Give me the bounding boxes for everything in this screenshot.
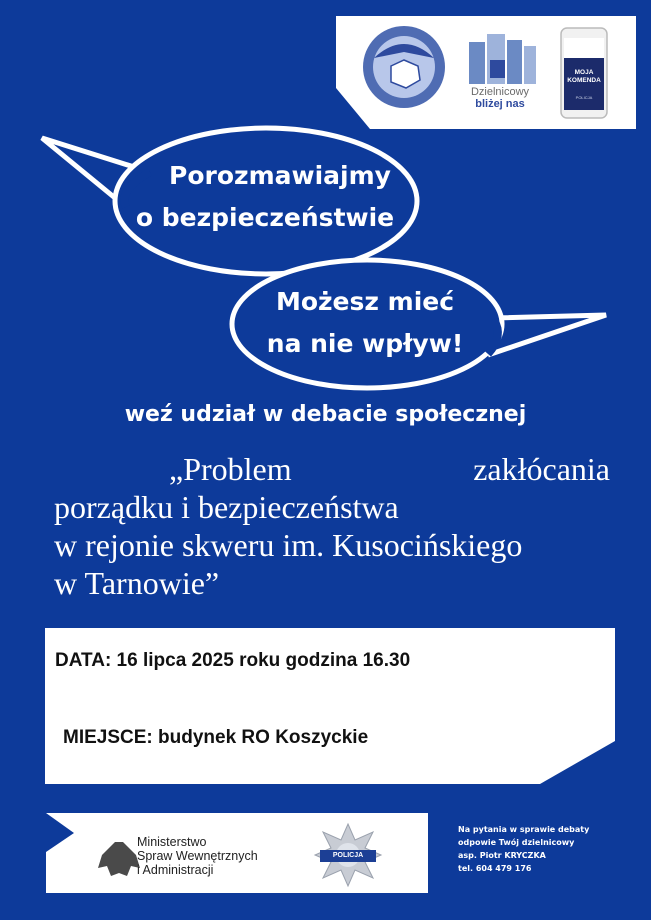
contact-info-line2: odpowie Twój dzielnicowy: [458, 838, 575, 847]
contact-info-line3: asp. Piotr KRYCZKA: [458, 851, 546, 860]
debate-title: [54, 450, 610, 602]
contact-info-line4: tel. 604 479 176: [458, 864, 532, 873]
dzielnicowy-logo-line2: bliżej nas: [475, 98, 525, 110]
event-date: DATA: 16 lipca 2025 roku godzina 16.30: [55, 650, 411, 671]
debate-title-word-zaklocania: zakłócania: [473, 451, 610, 487]
speech-bubble-1-line2: o bezpieczeństwie: [135, 203, 395, 232]
speech-bubble-1-text: [120, 155, 410, 239]
police-badge-label: POLICJA: [332, 852, 364, 859]
dzielnicowy-logo: [455, 86, 545, 110]
debate-title-line4: w Tarnowie”: [54, 565, 220, 601]
kmzb-logo-icon: [363, 26, 445, 108]
debate-title-line3: w rejonie skweru im. Kusocińskiego: [54, 527, 523, 563]
speech-bubble-2-line2: na nie wpływ!: [266, 329, 464, 358]
debate-title-line2: porządku i bezpieczeństwa: [54, 489, 399, 525]
moja-komenda-label: [564, 69, 604, 85]
debate-title-line1: [54, 450, 610, 488]
ministry-name-line1: Ministerstwo: [137, 835, 207, 849]
event-info: [45, 628, 615, 784]
debate-title-word-problem: „Problem: [169, 451, 292, 487]
call-to-action: weź udział w debacie społecznej: [124, 402, 527, 427]
ministry-name: [137, 835, 258, 877]
ministry-name-line2: Spraw Wewnętrznych: [137, 849, 258, 863]
speech-bubble-2-line1: Możesz mieć: [275, 287, 455, 316]
event-place: MIEJSCE: budynek RO Koszyckie: [63, 727, 369, 748]
speech-bubble-2-text: [240, 281, 490, 365]
moja-komenda-label-line1: MOJA: [574, 69, 594, 76]
moja-komenda-label-line2: KOMENDA: [567, 77, 601, 84]
moja-komenda-footer: POLICJA: [575, 95, 593, 100]
ministry-name-line3: i Administracji: [137, 863, 214, 877]
dzielnicowy-logo-line1: Dzielnicowy: [470, 86, 530, 98]
speech-bubble-1-line1: Porozmawiajmy: [169, 161, 391, 190]
contact-info: [458, 823, 638, 875]
contact-info-line1: Na pytania w sprawie debaty: [458, 825, 590, 834]
